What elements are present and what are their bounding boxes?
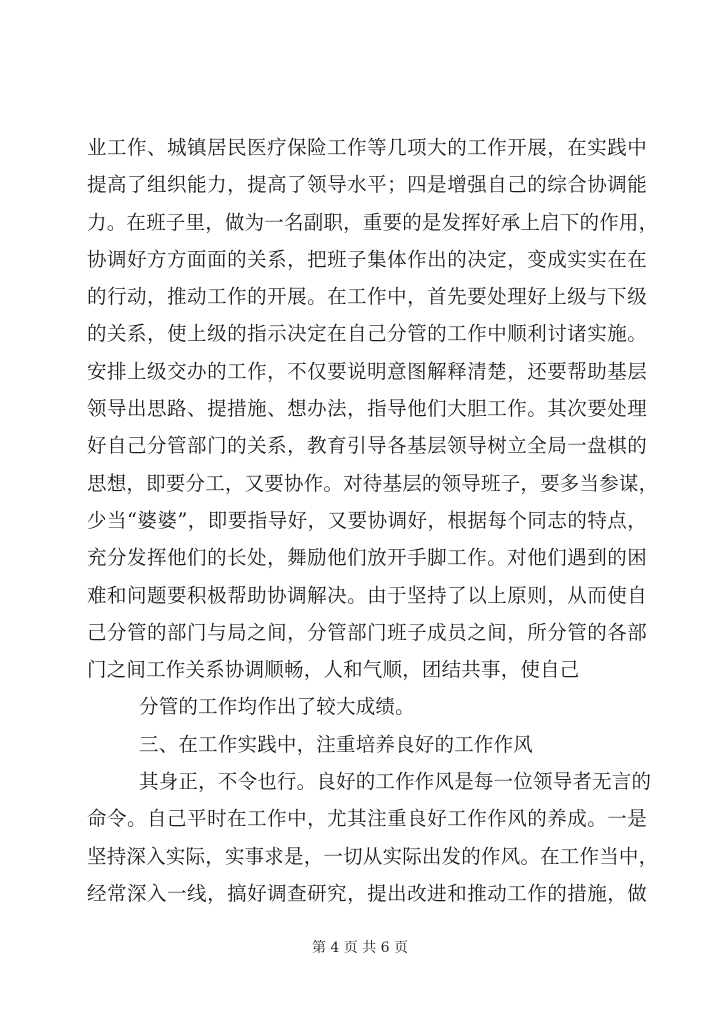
text-line: 门之间工作关系协调顺畅，人和气顺，团结共事，使自己 bbox=[87, 658, 580, 682]
text-line: 好自己分管部门的关系，教育引导各基层领导树立全局一盘棋的 bbox=[87, 434, 647, 458]
text-line: 力。在班子里，做为一名副职，重要的是发挥好承上启下的作用， bbox=[87, 210, 659, 234]
text-line: 业工作、城镇居民医疗保险工作等几项大的工作开展，在实践中 bbox=[87, 136, 647, 159]
text-line: 充分发挥他们的长处，舞励他们放开手脚工作。对他们遇到的困 bbox=[87, 546, 647, 570]
text-line: 提高了组织能力，提高了领导水平；四是增强自己的综合协调能 bbox=[87, 173, 647, 197]
text-line: 难和问题要积极帮助协调解决。由于坚持了以上原则，从而使自 bbox=[87, 583, 647, 607]
document-body bbox=[87, 129, 659, 912]
text-line: 其身正，不令也行。良好的工作作风是每一位领导者无言的 bbox=[139, 770, 652, 794]
text-line: 命令。自己平时在工作中，尤其注重良好工作作风的养成。一是 bbox=[87, 807, 647, 831]
text-line: 协调好方方面面的关系，把班子集体作出的决定，变成实实在在 bbox=[87, 247, 647, 271]
text-line: 分管的工作均作出了较大成绩。 bbox=[139, 695, 415, 719]
text-line: 安排上级交办的工作，不仅要说明意图解释清楚，还要帮助基层 bbox=[87, 359, 647, 383]
text-line: 己分管的部门与局之间，分管部门班子成员之间，所分管的各部 bbox=[87, 620, 647, 644]
text-line: 的行动，推动工作的开展。在工作中，首先要处理好上级与下级 bbox=[87, 285, 647, 309]
text-line: 思想，即要分工，又要协作。对待基层的领导班子，要多当参谋， bbox=[87, 471, 659, 495]
text-line: 的关系，使上级的指示决定在自己分管的工作中顺利讨诸实施。 bbox=[87, 322, 647, 346]
section-heading: 三、在工作实践中，注重培养良好的工作作风 bbox=[139, 732, 534, 756]
text-line: 坚持深入实际，实事求是，一切从实际出发的作风。在工作当中， bbox=[87, 844, 659, 868]
page-number-footer: 第 4 页 共 6 页 bbox=[311, 940, 409, 956]
text-line: 少当“婆婆”，即要指导好，又要协调好，根据每个同志的特点， bbox=[87, 508, 647, 532]
text-line: 经常深入一线，搞好调查研究，提出改进和推动工作的措施，做 bbox=[87, 881, 647, 905]
text-line: 领导出思路、提措施、想办法，指导他们大胆工作。其次要处理 bbox=[87, 397, 647, 421]
